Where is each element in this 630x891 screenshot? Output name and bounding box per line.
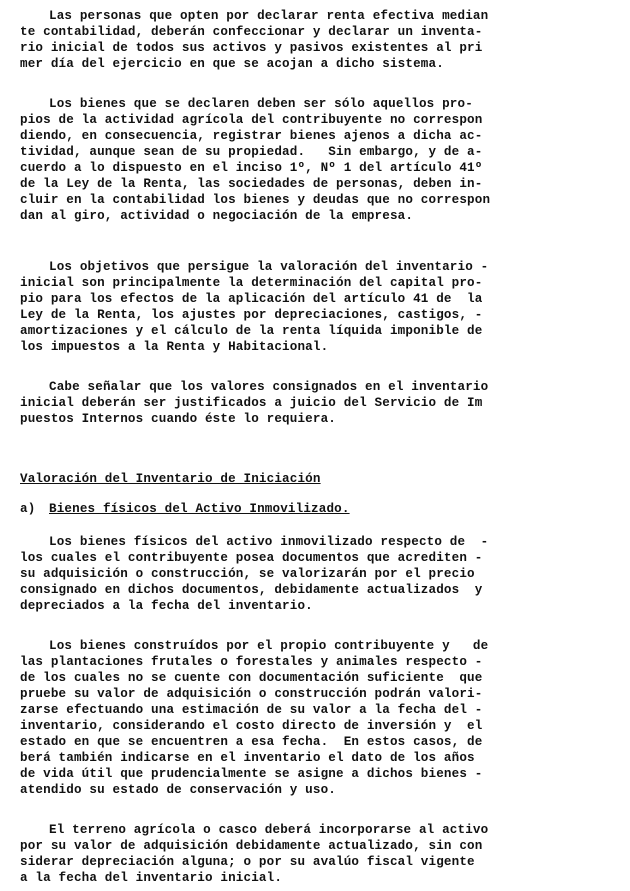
text-line: su adquisición o construcción, se valorizarán por el precio xyxy=(20,567,475,581)
text-line: rio inicial de todos sus activos y pasivos existentes al pri xyxy=(20,41,483,55)
text-line: por su valor de adquisición debidamente actualizado, sin con xyxy=(20,839,483,853)
text-line: pio para los efectos de la aplicación del artículo 41 de la xyxy=(20,292,483,306)
text-line: mer día del ejercicio en que se acojan a dicho sistema. xyxy=(20,57,444,71)
text-line: diendo, en consecuencia, registrar bienes ajenos a dicha ac- xyxy=(20,129,483,143)
text-line: Los bienes construídos por el propio contribuyente y de xyxy=(49,639,489,653)
text-line: a la fecha del inventario inicial. xyxy=(20,871,283,885)
text-line: inventario, considerando el costo directo de inversión y el xyxy=(20,719,483,733)
text-line: de vida útil que prudencialmente se asigne a dichos bienes - xyxy=(20,767,483,781)
text-line: pruebe su valor de adquisición o construcción podrán valori- xyxy=(20,687,483,701)
text-line: Cabe señalar que los valores consignados en el inventario xyxy=(49,380,489,394)
text-line: zarse efectuando una estimación de su valor a la fecha del - xyxy=(20,703,483,717)
text-line: atendido su estado de conservación y uso. xyxy=(20,783,337,797)
subsection-marker: a) xyxy=(20,502,36,516)
section-title: Valoración del Inventario de Iniciación xyxy=(20,472,321,486)
text-line: Los objetivos que persigue la valoración del inventario - xyxy=(49,260,489,274)
text-line: inicial deberán ser justificados a juicio del Servicio de Im xyxy=(20,396,483,410)
text-line: Ley de la Renta, los ajustes por depreciaciones, castigos, - xyxy=(20,308,483,322)
text-line: amortizaciones y el cálculo de la renta líquida imponible de xyxy=(20,324,483,338)
text-line: Las personas que opten por declarar renta efectiva median xyxy=(49,9,489,23)
text-line: estado en que se encuentren a esa fecha. En estos casos, de xyxy=(20,735,483,749)
text-line: puestos Internos cuando éste lo requiera. xyxy=(20,412,337,426)
text-line: El terreno agrícola o casco deberá incorporarse al activo xyxy=(49,823,489,837)
text-line: inicial son principalmente la determinación del capital pro- xyxy=(20,276,483,290)
text-line: depreciados a la fecha del inventario. xyxy=(20,599,313,613)
text-line: las plantaciones frutales o forestales y animales respecto - xyxy=(20,655,483,669)
text-line: de los cuales no se cuente con documentación suficiente que xyxy=(20,671,483,685)
text-line: de la Ley de la Renta, las sociedades de personas, deben in- xyxy=(20,177,483,191)
text-line: Los bienes físicos del activo inmovilizado respecto de - xyxy=(49,535,489,549)
text-line: Los bienes que se declaren deben ser sólo aquellos pro- xyxy=(49,97,473,111)
text-line: consignado en dichos documentos, debidamente actualizados y xyxy=(20,583,483,597)
text-line: siderar depreciación alguna; o por su avalúo fiscal vigente xyxy=(20,855,475,869)
text-line: tividad, aunque sean de su propiedad. Sin embargo, y de a- xyxy=(20,145,483,159)
text-line: cluir en la contabilidad los bienes y deudas que no correspon xyxy=(20,193,491,207)
text-line: dan al giro, actividad o negociación de la empresa. xyxy=(20,209,414,223)
text-line: pios de la actividad agrícola del contribuyente no correspon xyxy=(20,113,483,127)
text-line: cuerdo a lo dispuesto en el inciso 1º, Nº 1 del artículo 41º xyxy=(20,161,483,175)
subsection-title: Bienes físicos del Activo Inmovilizado. xyxy=(49,502,350,516)
text-line: los impuestos a la Renta y Habitacional. xyxy=(20,340,329,354)
text-line: los cuales el contribuyente posea documentos que acrediten - xyxy=(20,551,483,565)
text-line: berá también indicarse en el inventario el dato de los años xyxy=(20,751,475,765)
text-line: te contabilidad, deberán confeccionar y declarar un inventa- xyxy=(20,25,483,39)
